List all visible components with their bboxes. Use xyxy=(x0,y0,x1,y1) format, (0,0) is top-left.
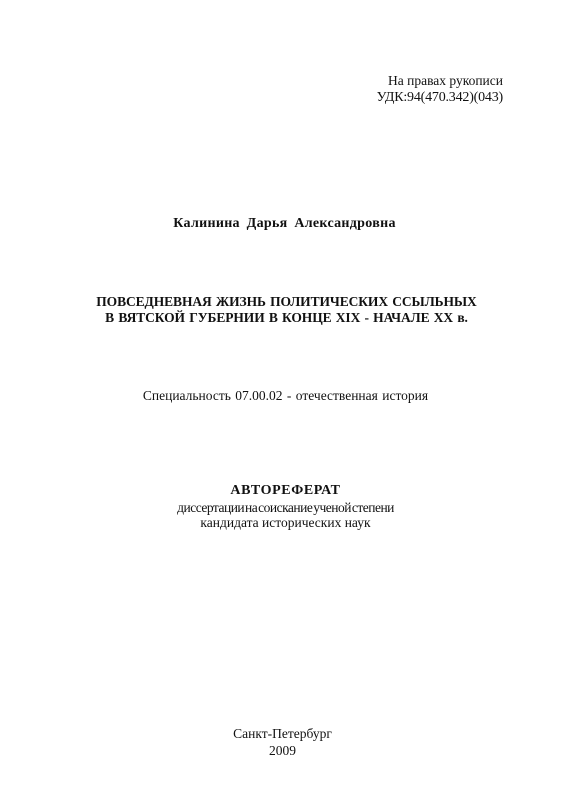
specialty-block xyxy=(0,388,577,404)
title-line-1: ПОВСЕДНЕВНАЯ ЖИЗНЬ ПОЛИТИЧЕСКИХ ССЫЛЬНЫХ xyxy=(96,294,477,309)
imprint-block xyxy=(0,725,577,759)
rights-notice: На правах рукописи xyxy=(387,73,503,88)
abstract-heading: АВТОРЕФЕРАТ xyxy=(230,483,341,498)
manuscript-rights-block xyxy=(377,72,503,106)
author-name: Калинина Дарья Александровна xyxy=(173,216,396,231)
imprint-city: Санкт-Петербург xyxy=(233,726,332,741)
author-name-block xyxy=(0,216,577,232)
specialty-text: Специальность 07.00.02 - отечественная история xyxy=(142,388,429,403)
title-line-2: В ВЯТСКОЙ ГУБЕРНИИ В КОНЦЕ XIX - НАЧАЛЕ XX в. xyxy=(105,310,468,325)
udk-code: УДК:94(470.342)(043) xyxy=(376,90,503,105)
imprint-year: 2009 xyxy=(269,743,296,758)
dissertation-title xyxy=(0,294,577,326)
abstract-block xyxy=(0,482,577,530)
degree-line-1: диссертации на соискание ученой степени xyxy=(177,500,394,515)
degree-line-2: кандидата исторических наук xyxy=(200,515,371,530)
